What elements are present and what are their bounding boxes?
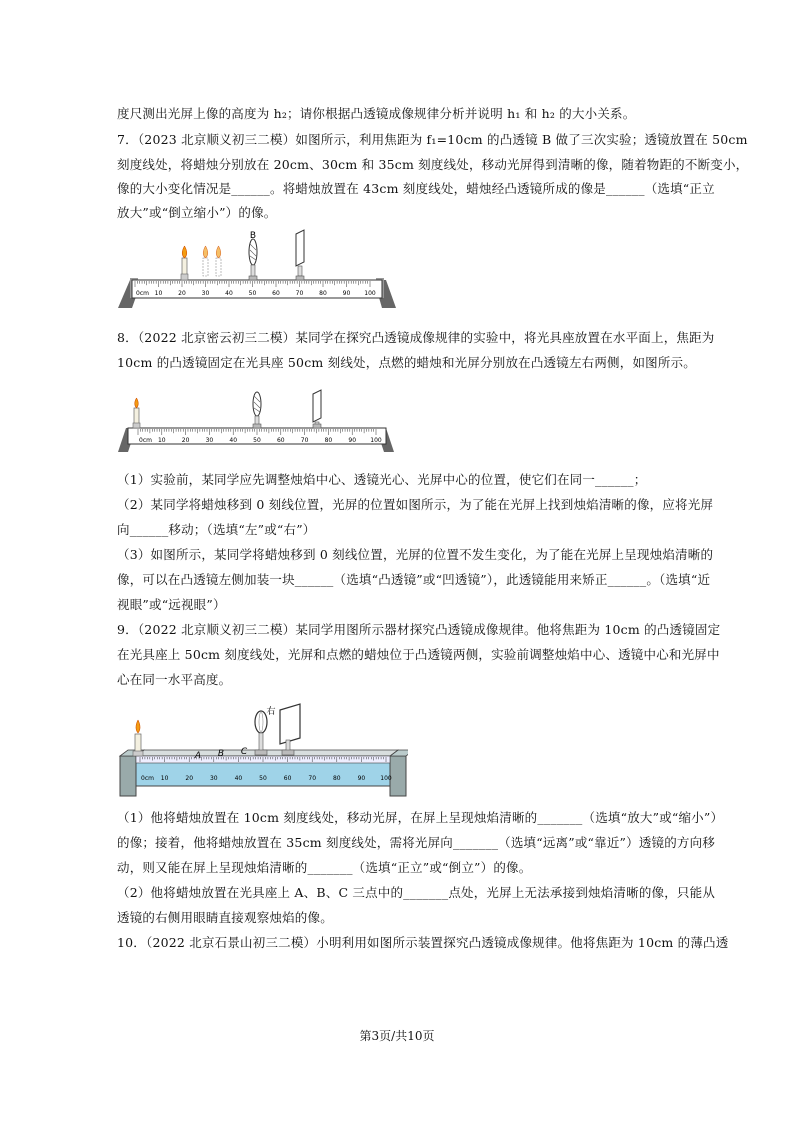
optical-bench-figure-1 [112, 228, 402, 312]
ruler-tick-label: 40 [234, 775, 243, 782]
ruler-tick-label: 10 [157, 437, 166, 444]
ruler-tick-label: 60 [283, 775, 292, 782]
ruler-tick-label: 100 [364, 290, 376, 297]
ruler-tick-label: 0cm [139, 437, 152, 444]
ruler-tick-label: 90 [357, 775, 366, 782]
light-screen-icon [313, 390, 321, 428]
question-8-part-1: （1）实验前，某同学应先调整烛焰中心、透镜光心、光屏中心的位置，使它们在同一______； [117, 472, 647, 487]
ruler-tick-label: 30 [205, 437, 214, 444]
question-8-part-2: （2）某同学将蜡烛移到 0 刻线位置，光屏的位置如图所示，为了能在光屏上找到烛焰清晰的像，应将光屏 [117, 497, 714, 512]
ruler-tick-label: 80 [324, 437, 333, 444]
ruler-tick-label: 30 [209, 775, 218, 782]
optical-bench-figure-2 [118, 386, 396, 458]
convex-lens-icon [249, 231, 257, 280]
point-c-label: C [240, 747, 248, 757]
question-9-line: 9．（2022 北京顺义初三二模）某同学用图所示器材探究凸透镜成像规律。他将焦距为 10cm 的凸透镜固定 [117, 622, 721, 637]
ruler-tick-label: 90 [348, 437, 357, 444]
screen-side-label: 右 [266, 707, 276, 717]
ruler-tick-label: 70 [300, 437, 309, 444]
text-line: 像，可以在凸透镜左侧加装一块______（选填“凸透镜”或“凹透镜”），此透镜能用来矫正______。（选填“近 [117, 572, 711, 587]
text-line: 动，则又能在屏上呈现烛焰清晰的_______（选填“正立”或“倒立”）的像。 [117, 860, 532, 875]
ruler-tick-label: 40 [229, 437, 238, 444]
ruler-tick-label: 20 [181, 437, 190, 444]
ruler-tick-label: 70 [308, 775, 317, 782]
question-7-line: 7．（2023 北京顺义初三二模）如图所示，利用焦距为 f₁=10cm 的凸透镜 B 做了三次实验；透镜放置在 50cm [117, 132, 748, 147]
question-8-line: 8．（2022 北京密云初三二模）某同学在探究凸透镜成像规律的实验中，将光具座放置在水平面上，焦距为 [117, 330, 715, 345]
text-line: 在光具座上 50cm 刻度线处，光屏和点燃的蜡烛位于凸透镜两侧，实验前调整烛焰中心、透镜中心和光屏中 [117, 647, 720, 662]
ruler-tick-label: 20 [185, 775, 194, 782]
question-10-line: 10．（2022 北京石景山初三二模）小明利用如图所示装置探究凸透镜成像规律。他将焦距为 10cm 的薄凸透 [117, 935, 729, 950]
ruler-tick-label: 100 [380, 775, 392, 782]
ruler-tick-label: 50 [259, 775, 267, 782]
candle-icon [203, 246, 208, 276]
text-line: 度尺测出光屏上像的高度为 h₂；请你根据凸透镜成像规律分析并说明 h₁ 和 h₂ 的大小关系。 [117, 106, 636, 121]
candle-icon [216, 246, 221, 276]
ruler-tick-label: 60 [276, 437, 285, 444]
ruler-tick-label: 20 [178, 290, 186, 297]
question-9-part-1: （1）他将蜡烛放置在 10cm 刻度线处，移动光屏，在屏上呈现烛焰清晰的_______（选填“放大”或“缩小”） [117, 810, 724, 825]
question-9-part-2: （2）他将蜡烛放置在光具座上 A、B、C 三点中的_______点处，光屏上无法承接到烛焰清晰的像，只能从 [117, 885, 716, 900]
light-screen-icon [266, 704, 300, 755]
page-footer: 第3页/共10页 [359, 1029, 435, 1043]
ruler-tick-label: 10 [154, 290, 163, 297]
point-a-label: A [194, 751, 202, 761]
convex-lens-icon [253, 392, 261, 428]
ruler-tick-label: 90 [342, 290, 351, 297]
text-line: 像的大小变化情况是______。将蜡烛放置在 43cm 刻度线处，蜡烛经凸透镜所成的像是______（选填“正立 [117, 181, 715, 196]
ruler-tick-label: 40 [225, 290, 233, 297]
candle-icon [181, 246, 188, 280]
ruler-tick-label: 50 [253, 437, 261, 444]
ruler-tick-label: 80 [319, 290, 327, 297]
ruler-tick-label: 10 [160, 775, 169, 782]
ruler-tick-label: 0cm [136, 290, 149, 297]
text-line: 心在同一水平高度。 [117, 672, 232, 687]
candle-icon [133, 398, 140, 428]
lens-label: B [249, 231, 257, 241]
text-line: 的像；接着，他将蜡烛放置在 35cm 刻度线处，需将光屏向_______（选填“远离”或“靠近”）透镜的方向移 [117, 835, 716, 850]
text-line: 刻度线处，将蜡烛分别放在 20cm、30cm 和 35cm 刻度线处，移动光屏得到清晰的像，随着物距的不断变小， [117, 157, 749, 172]
light-screen-icon [296, 230, 304, 280]
convex-lens-icon [255, 711, 267, 755]
point-b-label: B [217, 749, 225, 759]
ruler-tick-label: 50 [248, 290, 257, 297]
ruler-tick-label: 100 [370, 437, 382, 444]
text-line: 视眼”或“远视眼”） [117, 597, 226, 612]
ruler-tick-label: 30 [201, 290, 210, 297]
text-line: 10cm 的凸透镜固定在光具座 50cm 刻线处，点燃的蜡烛和光屏分别放在凸透镜左右两侧，如图所示。 [117, 355, 696, 370]
text-line: 向______移动；（选填“左”或“右”） [117, 522, 316, 537]
ruler-tick-label: 80 [332, 775, 341, 782]
text-line: 透镜的右侧用眼睛直接观察烛焰的像。 [117, 910, 333, 925]
ruler-tick-label: 0cm [141, 775, 154, 782]
ruler-tick-label: 60 [272, 290, 280, 297]
optical-bench-figure-3 [118, 700, 408, 802]
ruler-tick-label: 70 [295, 290, 304, 297]
question-8-part-3: （3）如图所示，某同学将蜡烛移到 0 刻线位置，光屏的位置不发生变化，为了能在光屏上呈现烛焰清晰的 [117, 547, 714, 562]
text-line: 放大”或“倒立缩小”）的像。 [117, 205, 277, 220]
